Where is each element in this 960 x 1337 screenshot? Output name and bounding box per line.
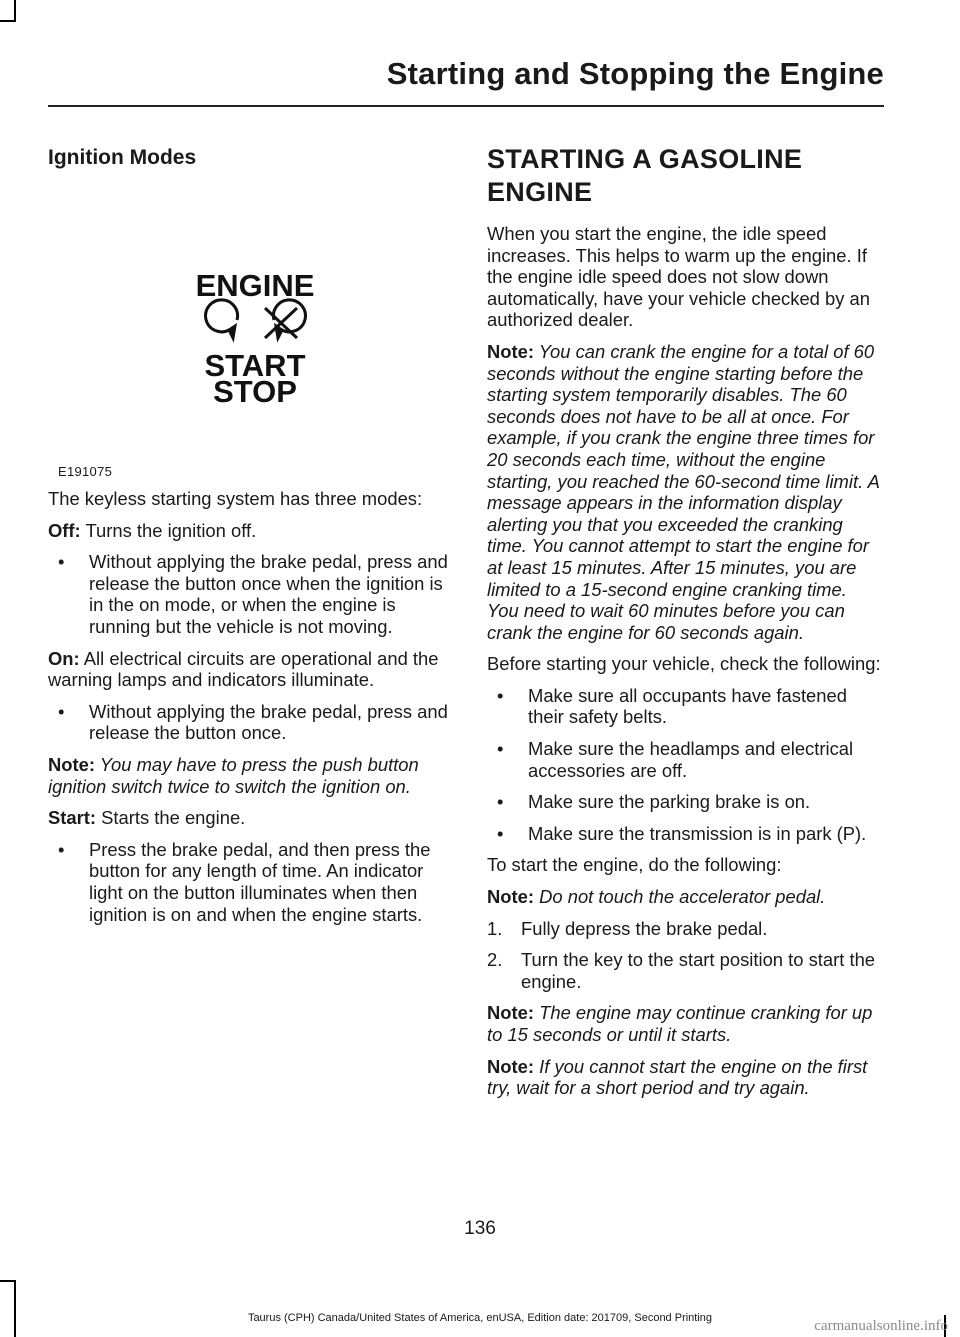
paragraph-on: On: All electrical circuits are operational and the warning lamps and indicators illuminate. — [48, 647, 439, 691]
step-item: 2. Turn the key to the start position to start the engine. — [487, 949, 876, 992]
figure-code: E191075 — [58, 464, 113, 479]
figure-label-engine: ENGINE — [195, 268, 315, 303]
power-arc-crossed-icon — [265, 300, 305, 338]
crop-mark — [0, 1280, 16, 1282]
label-start: Start: — [48, 807, 97, 829]
crop-mark — [14, 1280, 16, 1337]
bullet-item: • Without applying the brake pedal, press and release the button once when the ignition is in the on mode, or when the engine is running but the vehicle is not moving. — [58, 551, 448, 637]
paragraph-intro: The keyless starting system has three modes: — [48, 488, 423, 509]
note-paragraph: Note: The engine may continue cranking for up to 15 seconds or until it starts. — [487, 1002, 873, 1045]
section-heading-ignition-modes: Ignition Modes — [48, 146, 197, 169]
checklist-item: • Make sure all occupants have fastened their safety belts. — [497, 684, 847, 728]
bullet-item: • Without applying the brake pedal, press and release the button once. — [58, 700, 448, 744]
step-item: 1. Fully depress the brake pedal. — [487, 917, 768, 939]
bullet-item: • Press the brake pedal, and then press the button for any length of time. An indicator light on the button illuminates when then ignition is on and when the engine starts. — [58, 838, 431, 925]
paragraph-start-intro: To start the engine, do the following: — [487, 854, 782, 876]
figure-label-stop: STOP — [213, 374, 297, 404]
paragraph-off: Off: Turns the ignition off. — [48, 519, 257, 541]
label-note: Note: — [487, 1002, 534, 1024]
engine-start-stop-button-icon — [193, 264, 318, 404]
label-note: Note: — [487, 340, 534, 362]
note-paragraph: Note: You can crank the engine for a total of 60 seconds without the engine starting before the starting system temporarily disables. The 60 seconds does not have to be all at once. For example, if you crank the engine three times for 20 seconds each time, without the engine starting, you reached the 60-second time limit. A message appears in the information display alerting you that you exceeded the cranking time. You cannot attempt to start the engine for at least 15 minutes. After 15 minutes, you are limited to a 15-second engine cranking time. You need to wait 60 minutes before you can crank the engine for 60 seconds again. — [487, 340, 880, 643]
checklist-item: • Make sure the headlamps and electrical accessories are off. — [497, 738, 854, 781]
right-column — [487, 140, 883, 1109]
paragraph-start: Start: Starts the engine. — [48, 807, 246, 829]
crop-mark — [0, 20, 16, 22]
power-arc-icon — [206, 300, 238, 338]
figure-label-start: START — [204, 348, 306, 383]
left-column — [48, 140, 448, 935]
label-note: Note: — [487, 1055, 534, 1077]
label-off: Off: — [48, 519, 81, 541]
paragraph-intro: When you start the engine, the idle speed increases. This helps to warm up the engine. If the engine idle speed does not slow down automatically, have your vehicle checked by an authorized dealer. — [487, 223, 871, 331]
checklist-item: • Make sure the parking brake is on. — [497, 791, 811, 813]
checklist-item: • Make sure the transmission is in park (P). — [497, 822, 867, 844]
section-heading-starting-gasoline: STARTING A GASOLINE ENGINE — [487, 144, 803, 207]
note-paragraph: Note: Do not touch the accelerator pedal. — [487, 886, 826, 908]
page-number: 136 — [464, 1218, 496, 1239]
note-paragraph: Note: You may have to press the push button ignition switch twice to switch the ignition on. — [48, 753, 419, 797]
label-note: Note: — [487, 886, 534, 908]
watermark: carmanualsonline.info — [814, 1318, 948, 1334]
label-on: On: — [48, 647, 80, 669]
edition-footer: Taurus (CPH) Canada/United States of America, enUSA, Edition date: 201709, Second Printing — [247, 1312, 713, 1324]
header-divider — [48, 105, 884, 107]
crop-mark — [14, 0, 16, 20]
paragraph-check-intro: Before starting your vehicle, check the following: — [487, 653, 881, 675]
note-paragraph: Note: If you cannot start the engine on the first try, wait for a short period and try again. — [487, 1055, 868, 1099]
label-note: Note: — [48, 753, 95, 775]
engine-start-stop-figure — [48, 174, 448, 479]
page-header-title: Starting and Stopping the Engine — [386, 56, 884, 91]
